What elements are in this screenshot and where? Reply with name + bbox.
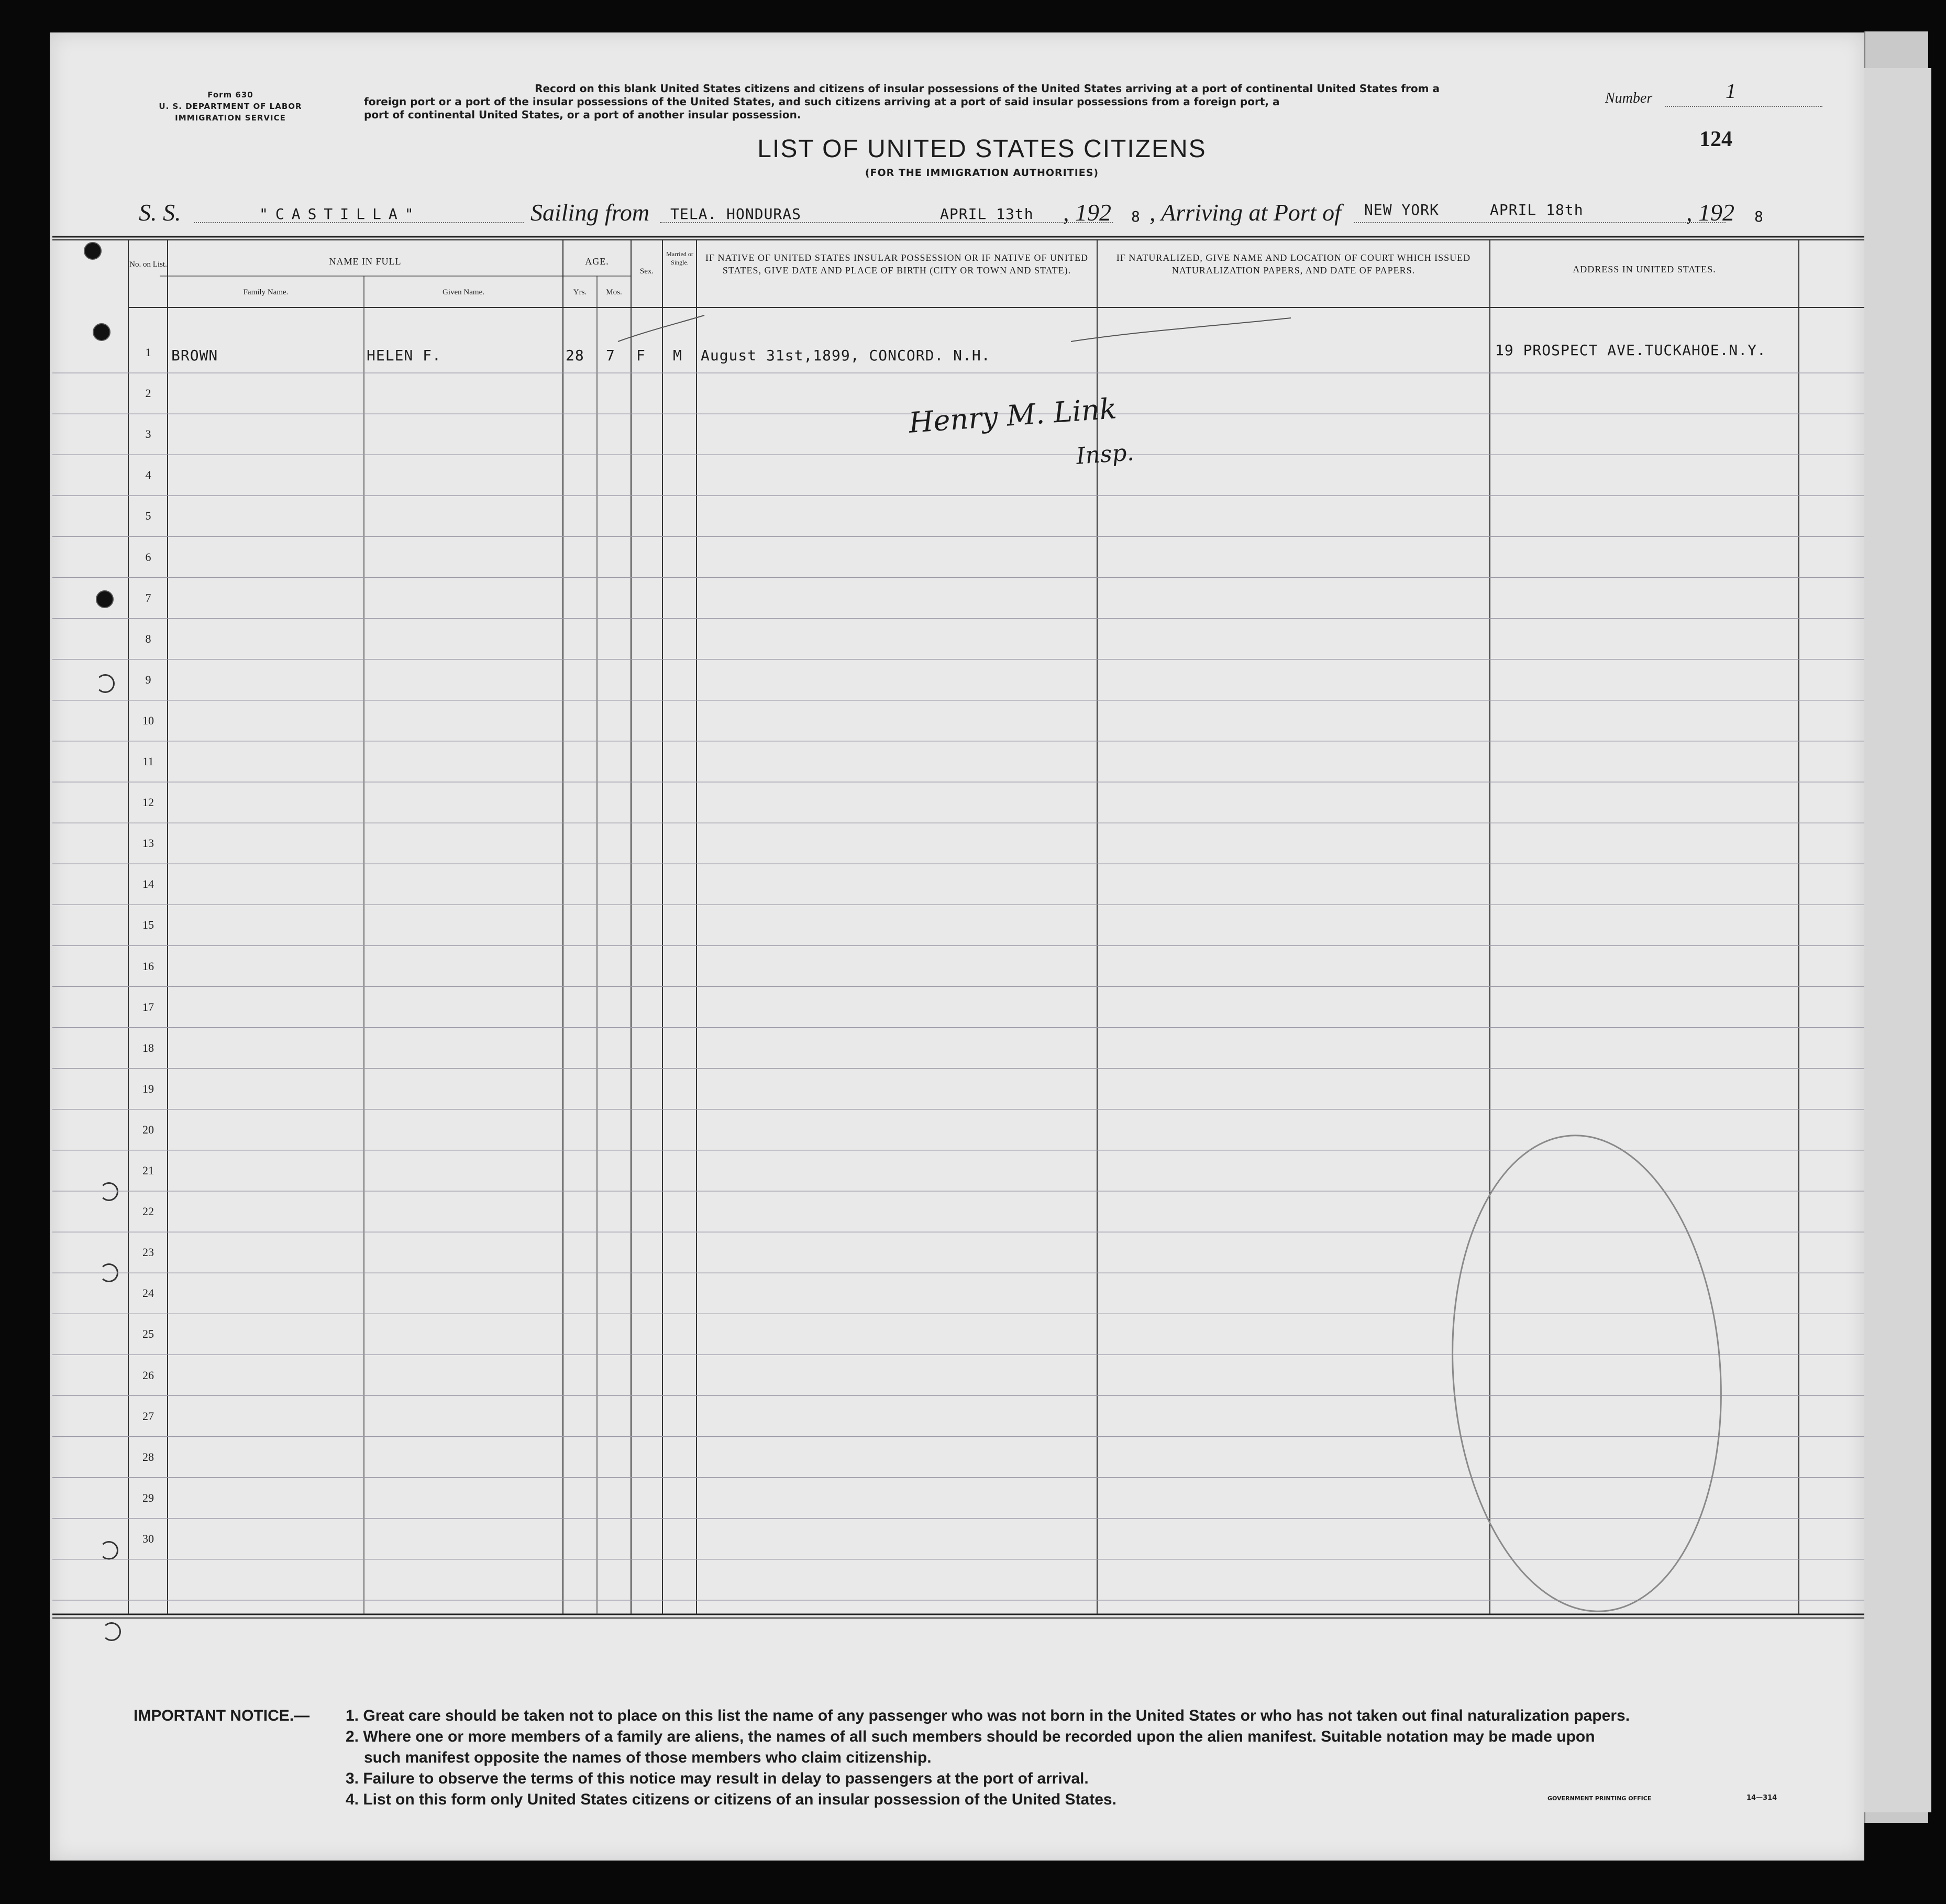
col-header-address: ADDRESS IN UNITED STATES. [1573, 264, 1716, 274]
row-number: 17 [142, 1000, 154, 1014]
row-number: 18 [142, 1041, 154, 1054]
row-number: 26 [142, 1368, 154, 1382]
sailing-from-label: Sailing from [530, 199, 650, 226]
entry-1-birth: August 31st,1899, CONCORD. N.H. [701, 347, 991, 364]
year-label-1: , 192 [1063, 199, 1111, 226]
row-number: 11 [142, 755, 154, 768]
row-number: 20 [142, 1122, 154, 1136]
sailing-from-value: TELA. HONDURAS [670, 205, 802, 223]
col-header-age: AGE. [585, 256, 609, 267]
col-header-birth: IF NATIVE OF UNITED STATES INSULAR POSSESSION OR IF NATIVE OF UNITED STATES, GIVE DATE AND PLACE OF BIRTH (CITY OR TOWN AND STATE). [705, 252, 1089, 276]
col-header-no: No. on List. [129, 260, 167, 269]
row-number: 19 [142, 1082, 154, 1095]
entry-1-marital: M [673, 347, 682, 364]
printer-name: GOVERNMENT PRINTING OFFICE [1547, 1795, 1652, 1802]
col-header-family: Family Name. [243, 288, 289, 296]
printer-code: 14—314 [1746, 1794, 1777, 1802]
row-number: 7 [145, 591, 151, 604]
notice-item-2b: such manifest opposite the names of those members who claim citizenship. [364, 1749, 932, 1766]
row-number: 4 [145, 468, 151, 482]
form-number: Form 630 [207, 90, 253, 100]
row-number: 29 [142, 1491, 154, 1504]
notice-item-4: 4. List on this form only United States citizens or citizens of an insular possession of the United States. [346, 1791, 1116, 1808]
arriving-label: , Arriving at Port of [1149, 199, 1341, 226]
department: U. S. DEPARTMENT OF LABOR [159, 102, 302, 111]
row-number: 9 [145, 673, 151, 686]
entry-1-yrs: 28 [566, 347, 584, 364]
row-number: 22 [142, 1205, 154, 1218]
notice-item-3: 3. Failure to observe the terms of this notice may result in delay to passengers at the port of arrival. [346, 1770, 1089, 1787]
entry-1-sex: F [636, 347, 646, 364]
instructions-line-1: Record on this blank United States citizens and citizens of insular possessions of the United States arriving at a port of continental United States from a [535, 82, 1440, 95]
row-number: 23 [142, 1246, 154, 1259]
row-number: 25 [142, 1327, 154, 1341]
page-number: 124 [1699, 127, 1732, 151]
row-number: 15 [142, 918, 154, 932]
number-label: Number [1605, 90, 1653, 106]
row-number: 27 [142, 1409, 154, 1423]
entry-1-mos: 7 [606, 347, 615, 364]
service: IMMIGRATION SERVICE [175, 113, 286, 123]
col-header-yrs: Yrs. [573, 288, 587, 296]
year-label-2: , 192 [1686, 199, 1734, 226]
row-number: 30 [142, 1532, 154, 1545]
ss-label: S. S. [139, 199, 181, 226]
row-number: 6 [145, 550, 151, 564]
number-value: 1 [1726, 79, 1736, 103]
row-number: 16 [142, 959, 154, 973]
entry-1-given-name: HELEN F. [367, 347, 441, 364]
inspector-title: Insp. [1075, 439, 1135, 470]
year-suffix-2: 8 [1754, 208, 1764, 225]
row-number: 28 [142, 1450, 154, 1463]
col-header-marital: Married or Single. [666, 250, 693, 266]
notice-item-2a: 2. Where one or more members of a family are aliens, the names of all such members should be recorded upon the alien manifest. Suitable notation may be made upon [346, 1728, 1595, 1745]
arriving-date: APRIL 18th [1490, 201, 1584, 218]
row-number: 14 [142, 877, 154, 891]
sailing-date: APRIL 13th [940, 205, 1034, 223]
year-suffix-1: 8 [1131, 208, 1141, 225]
inspector-signature: Henry M. Link [908, 392, 1118, 439]
arriving-port: NEW YORK [1364, 201, 1439, 218]
row-number: 8 [145, 632, 151, 645]
notice-item-1: 1. Great care should be taken not to place on this list the name of any passenger who was not born in the United States or who has not taken out final naturalization papers. [346, 1707, 1630, 1724]
col-header-sex: Sex. [639, 267, 654, 276]
document-title: LIST OF UNITED STATES CITIZENS [757, 135, 1207, 163]
col-header-name: NAME IN FULL [329, 256, 402, 267]
instructions-line-2: foreign port or a port of the insular possessions of the United States, and such citizens arriving at a port of said insular possessions from a foreign port, a [364, 95, 1280, 108]
col-header-mos: Mos. [606, 288, 622, 296]
row-number: 2 [145, 387, 151, 400]
row-number: 21 [142, 1164, 154, 1177]
col-header-naturalized: IF NATURALIZED, GIVE NAME AND LOCATION OF COURT WHICH ISSUED NATURALIZATION PAPERS, AND DATE OF PAPERS. [1116, 252, 1471, 276]
ship-name: "CASTILLA" [259, 205, 421, 223]
row-number: 12 [142, 796, 154, 809]
instructions-line-3: port of continental United States, or a port of another insular possession. [364, 108, 801, 121]
row-number: 3 [145, 427, 151, 441]
entry-1-family-name: BROWN [171, 347, 218, 364]
row-number: 10 [142, 713, 154, 727]
row-number: 5 [145, 509, 151, 523]
row-number: 13 [142, 837, 154, 850]
entry-1-address: 19 PROSPECT AVE.TUCKAHOE.N.Y. [1495, 342, 1766, 359]
row-number: 24 [142, 1286, 154, 1300]
col-header-given: Given Name. [443, 288, 484, 296]
document-sheet [50, 32, 1864, 1861]
notice-heading: IMPORTANT NOTICE.— [134, 1707, 310, 1724]
table-grid [50, 32, 1864, 1861]
row-number: 1 [145, 346, 151, 359]
document-subtitle: (FOR THE IMMIGRATION AUTHORITIES) [865, 167, 1099, 179]
